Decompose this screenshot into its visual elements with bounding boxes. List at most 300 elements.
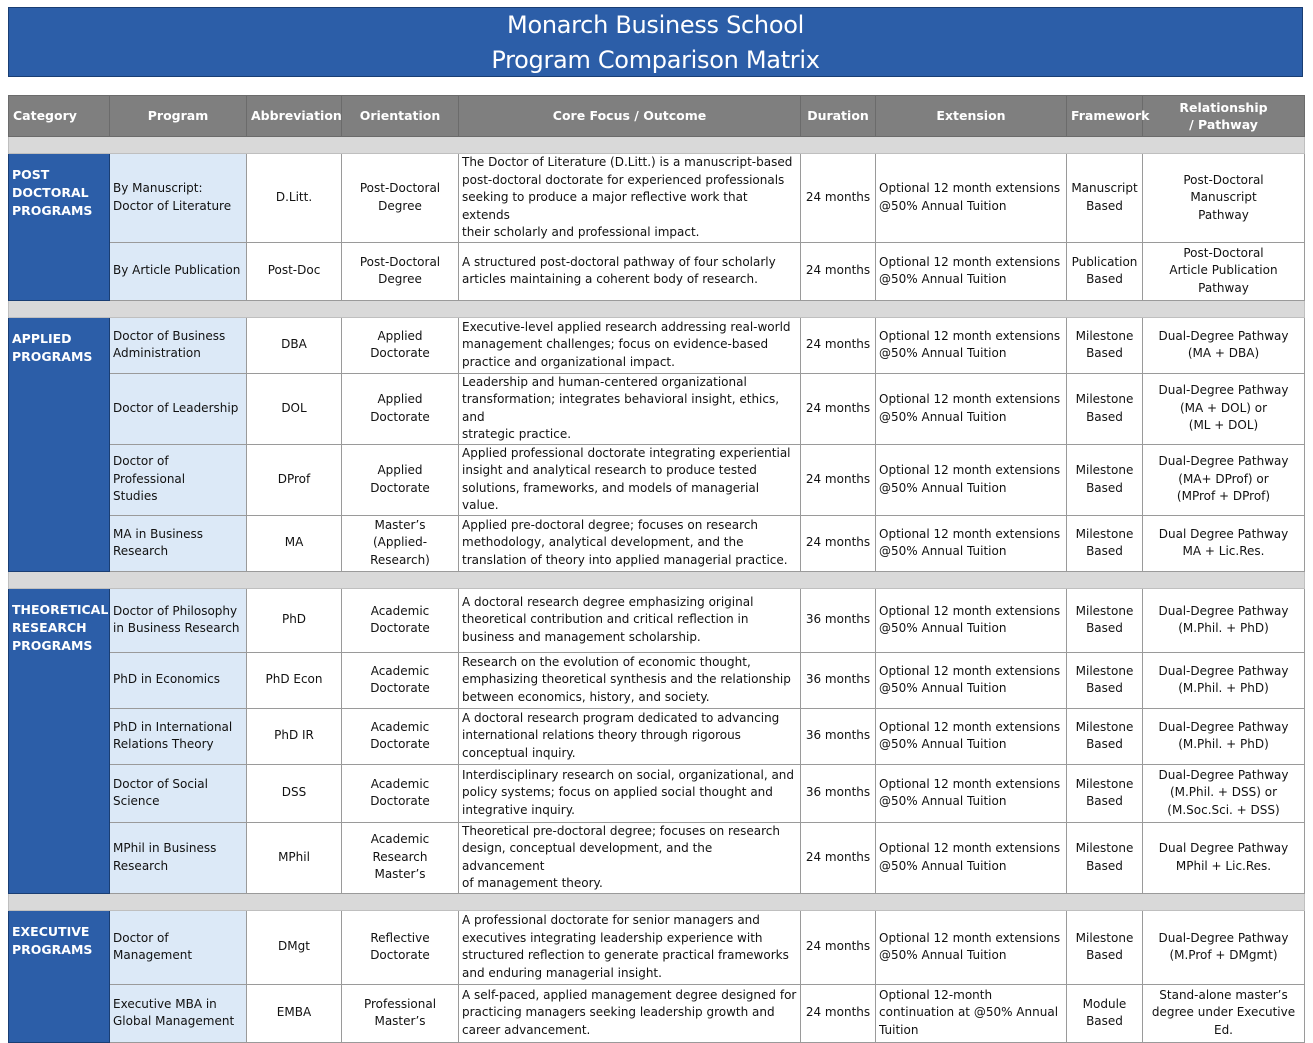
core-focus-cell-line: translation of theory into applied managerial practice. [462, 552, 788, 567]
core-focus-cell-line: The Doctor of Literature (D.Litt.) is a manuscript-based [462, 155, 793, 169]
category-cell [9, 317, 110, 571]
program-cell [110, 444, 247, 515]
header-category: Category [9, 96, 110, 137]
relationship-cell-line: Stand-alone master’s [1159, 987, 1288, 1002]
relationship-cell [1143, 515, 1305, 571]
framework-cell-line: Based [1086, 272, 1123, 286]
abbreviation-cell: DMgt [247, 910, 342, 984]
core-focus-cell-line: theoretical contribution and critical reflection in [462, 612, 749, 627]
core-focus-cell-line: insight and analytical research to produce tested [462, 463, 757, 477]
program-cell-line: Relations Theory [113, 737, 214, 751]
relationship-cell-line: Manuscript [1190, 190, 1257, 204]
orientation-cell-line: Academic [370, 663, 430, 678]
framework-cell-line: Based [1086, 480, 1123, 495]
section-spacer [9, 137, 1305, 154]
extension-cell-line: @50% Annual Tuition [879, 198, 1007, 213]
core-focus-cell-line: strategic practice. [462, 427, 572, 441]
framework-cell [1067, 984, 1143, 1042]
abbreviation-cell: Post-Doc [247, 242, 342, 300]
orientation-cell-line: Doctorate [370, 409, 430, 424]
orientation-cell [342, 588, 459, 652]
duration-cell: 36 months [801, 764, 876, 822]
orientation-cell-line: Applied [377, 392, 423, 406]
program-cell-line: MPhil in Business [113, 841, 217, 855]
orientation-cell [342, 444, 459, 515]
header-abbreviation: Abbreviation [247, 96, 342, 137]
framework-cell [1067, 444, 1143, 515]
relationship-cell-line: (MA + DOL) or [1179, 400, 1268, 415]
orientation-cell-line: Research) [370, 552, 430, 567]
extension-cell [876, 154, 1067, 243]
relationship-cell-line: Dual-Degree Pathway [1158, 719, 1289, 734]
relationship-cell [1143, 242, 1305, 300]
table-row [9, 515, 1305, 571]
header-core-focus: Core Focus / Outcome [459, 96, 801, 137]
extension-cell-line: Optional 12 month extensions [879, 719, 1061, 734]
framework-cell-line: Based [1086, 621, 1123, 635]
orientation-cell [342, 515, 459, 571]
abbreviation-cell: DProf [247, 444, 342, 515]
core-focus-cell-line: business and management scholarship. [462, 629, 701, 644]
extension-cell [876, 764, 1067, 822]
program-cell-line: Global Management [113, 1014, 235, 1028]
framework-cell [1067, 317, 1143, 373]
program-cell [110, 242, 247, 300]
table-row [9, 652, 1305, 708]
core-focus-cell [459, 373, 801, 444]
core-focus-cell-line: of management theory. [462, 876, 603, 890]
program-cell-line: PhD in Economics [113, 672, 220, 687]
table-row [9, 708, 1305, 764]
extension-cell [876, 910, 1067, 984]
orientation-cell-line: Academic [370, 719, 430, 734]
core-focus-cell [459, 515, 801, 571]
header-program: Program [110, 96, 247, 137]
program-cell-line: Executive MBA in [113, 996, 217, 1011]
framework-cell-line: Milestone [1075, 776, 1134, 791]
extension-cell-line: @50% Annual Tuition [879, 681, 1007, 695]
program-cell-line: Doctor of Social [113, 776, 208, 791]
program-cell [110, 910, 247, 984]
extension-cell-line: @50% Annual Tuition [879, 544, 1007, 558]
relationship-cell-line: (ML + DOL) [1188, 418, 1259, 433]
core-focus-cell-line: Applied professional doctorate integrating experiential [462, 445, 791, 460]
program-cell-line: By Manuscript: [113, 181, 203, 196]
relationship-cell-line: Dual-Degree Pathway [1158, 383, 1289, 398]
core-focus-cell-line: their scholarly and professional impact. [462, 225, 700, 239]
orientation-cell-line: Doctorate [370, 346, 430, 360]
category-cell [9, 154, 110, 301]
category-cell [9, 910, 110, 1042]
core-focus-cell-line: articles maintaining a coherent body of research. [462, 272, 758, 286]
duration-cell: 24 months [801, 242, 876, 300]
orientation-cell-line: Doctorate [370, 948, 430, 962]
core-focus-cell [459, 984, 801, 1042]
core-focus-cell-line: transformation; integrates behavioral insight, ethics, and [462, 392, 780, 424]
orientation-cell-line: Master’s [374, 1014, 426, 1028]
relationship-cell-line: Post-Doctoral [1183, 245, 1264, 260]
header-relationship-line-1: Relationship [1179, 99, 1268, 115]
table-row [9, 242, 1305, 300]
table-body [9, 137, 1305, 1043]
core-focus-cell-line: practice and organizational impact. [462, 354, 675, 369]
core-focus-cell [459, 764, 801, 822]
table-row [9, 317, 1305, 373]
program-cell-line: Doctor of Literature [113, 198, 232, 213]
framework-cell [1067, 515, 1143, 571]
core-focus-cell [459, 444, 801, 515]
framework-cell-line: Based [1086, 409, 1123, 424]
program-cell [110, 317, 247, 373]
extension-cell [876, 822, 1067, 893]
abbreviation-cell: MA [247, 515, 342, 571]
category-cell [9, 588, 110, 893]
orientation-cell-line: Applied [377, 463, 423, 477]
core-focus-cell-line: conceptual inquiry. [462, 745, 576, 760]
relationship-cell-line: (MA + DBA) [1187, 346, 1260, 360]
extension-cell [876, 652, 1067, 708]
framework-cell-line: Milestone [1075, 603, 1134, 618]
relationship-cell-line: MA + Lic.Res. [1182, 544, 1265, 558]
category-label-line: APPLIED [12, 330, 72, 346]
core-focus-cell-line: career advancement. [462, 1022, 591, 1037]
framework-cell-line: Based [1086, 681, 1123, 695]
framework-cell-line: Manuscript [1071, 181, 1138, 196]
duration-cell: 24 months [801, 822, 876, 893]
framework-cell-line: Based [1086, 198, 1123, 213]
section-spacer-row [9, 571, 1305, 588]
core-focus-cell [459, 588, 801, 652]
duration-cell: 24 months [801, 910, 876, 984]
orientation-cell [342, 242, 459, 300]
framework-cell-line: Module [1082, 996, 1127, 1011]
orientation-cell-line: Post-Doctoral [359, 181, 441, 196]
abbreviation-cell: EMBA [247, 984, 342, 1042]
core-focus-cell-line: management challenges; focus on evidence-based [462, 337, 769, 352]
extension-cell [876, 242, 1067, 300]
extension-cell-line: Tuition [879, 1022, 919, 1037]
core-focus-cell [459, 910, 801, 984]
framework-cell-line: Milestone [1075, 526, 1134, 541]
program-cell-line: Management [113, 948, 193, 962]
core-focus-cell-line: between economics, history, and society. [462, 689, 710, 704]
category-label-line: PROGRAMS [12, 348, 93, 364]
framework-cell-line: Milestone [1075, 463, 1134, 477]
relationship-cell-line: Dual-Degree Pathway [1158, 663, 1289, 678]
relationship-cell-line: Post-Doctoral [1183, 172, 1264, 187]
category-label-line: PROGRAMS [12, 203, 93, 218]
section-spacer [9, 571, 1305, 588]
core-focus-cell-line: A professional doctorate for senior managers and [462, 913, 760, 927]
framework-cell [1067, 242, 1143, 300]
header-orientation: Orientation [342, 96, 459, 137]
extension-cell [876, 317, 1067, 373]
duration-cell: 24 months [801, 317, 876, 373]
orientation-cell-line: Reflective [370, 930, 430, 945]
relationship-cell [1143, 708, 1305, 764]
duration-cell: 24 months [801, 373, 876, 444]
extension-cell-line: Optional 12 month extensions [879, 328, 1061, 343]
core-focus-cell-line: Theoretical pre-doctoral degree; focuses on research [462, 823, 780, 838]
abbreviation-cell: DSS [247, 764, 342, 822]
framework-cell-line: Milestone [1075, 392, 1134, 406]
relationship-cell-line: Article Publication [1169, 263, 1278, 278]
extension-cell-line: Optional 12-month [879, 987, 993, 1002]
table-row [9, 764, 1305, 822]
relationship-cell-line: Pathway [1198, 207, 1249, 222]
framework-cell-line: Milestone [1075, 328, 1134, 343]
table-row [9, 910, 1305, 984]
program-comparison-table [8, 95, 1305, 1043]
extension-cell-line: Optional 12 month extensions [879, 526, 1061, 541]
core-focus-cell-line: policy systems; focus on applied social thought and [462, 785, 773, 800]
table-row [9, 444, 1305, 515]
extension-cell-line: @50% Annual Tuition [879, 480, 1007, 495]
orientation-cell-line: Degree [378, 272, 422, 286]
program-cell-line: in Business Research [113, 621, 240, 635]
extension-cell-line: continuation at @50% Annual [879, 1005, 1059, 1020]
relationship-cell [1143, 154, 1305, 243]
core-focus-cell [459, 242, 801, 300]
orientation-cell-line: Doctorate [370, 737, 430, 751]
orientation-cell [342, 764, 459, 822]
section-spacer-row [9, 137, 1305, 154]
table-row [9, 984, 1305, 1042]
program-cell-line: PhD in International [113, 719, 233, 734]
extension-cell [876, 373, 1067, 444]
relationship-cell-line: (M.Phil. + PhD) [1178, 737, 1269, 751]
framework-cell [1067, 373, 1143, 444]
core-focus-cell-line: design, conceptual development, and the advancement [462, 841, 713, 873]
program-cell [110, 652, 247, 708]
duration-cell: 36 months [801, 708, 876, 764]
title-line-1: Monarch Business School [507, 11, 804, 39]
core-focus-cell-line: Leadership and human-centered organizational [462, 374, 747, 389]
core-focus-cell-line: structured reflection to generate practical frameworks [462, 948, 789, 962]
framework-cell-line: Based [1086, 737, 1123, 751]
core-focus-cell-line: methodology, analytical development, and the [462, 535, 744, 550]
extension-cell-line: Optional 12 month extensions [879, 776, 1061, 791]
program-cell-line: Research [113, 858, 169, 873]
relationship-cell-line: (M.Phil. + PhD) [1178, 621, 1269, 635]
framework-cell [1067, 910, 1143, 984]
title-line-2: Program Comparison Matrix [491, 46, 820, 74]
orientation-cell-line: Doctorate [370, 480, 430, 495]
extension-cell-line: @50% Annual Tuition [879, 346, 1007, 360]
framework-cell-line: Based [1086, 948, 1123, 962]
duration-cell: 36 months [801, 588, 876, 652]
core-focus-cell [459, 822, 801, 893]
category-label-line: POST [12, 167, 50, 182]
core-focus-cell-line: seeking to produce a major reflective work that extends [462, 190, 748, 222]
relationship-cell-line: (MProf + DProf) [1176, 489, 1271, 504]
relationship-cell [1143, 910, 1305, 984]
program-cell-line: Administration [113, 346, 201, 360]
relationship-cell-line: (MA+ DProf) or [1178, 471, 1269, 486]
orientation-cell-line: Academic [370, 832, 430, 847]
relationship-cell [1143, 373, 1305, 444]
core-focus-cell-line: international relations theory through rigorous [462, 728, 741, 743]
orientation-cell-line: Doctorate [370, 621, 430, 635]
extension-cell [876, 588, 1067, 652]
framework-cell-line: Based [1086, 1014, 1123, 1028]
orientation-cell-line: Doctorate [370, 681, 430, 695]
table-row [9, 154, 1305, 243]
core-focus-cell [459, 652, 801, 708]
core-focus-cell [459, 154, 801, 243]
orientation-cell-line: (Applied- [372, 535, 428, 550]
core-focus-cell-line: practicing managers seeking leadership growth and [462, 1005, 775, 1020]
relationship-cell-line: (M.Prof + DMgmt) [1169, 948, 1278, 962]
abbreviation-cell: D.Litt. [247, 154, 342, 243]
core-focus-cell [459, 317, 801, 373]
program-cell-line: Doctor of Professional [113, 454, 186, 486]
header-relationship-line-2: / Pathway [1189, 117, 1258, 132]
extension-cell-line: Optional 12 month extensions [879, 930, 1061, 945]
program-cell [110, 588, 247, 652]
relationship-cell-line: degree under Executive Ed. [1151, 1005, 1296, 1037]
abbreviation-cell: DOL [247, 373, 342, 444]
core-focus-cell-line: Applied pre-doctoral degree; focuses on research [462, 517, 759, 532]
extension-cell-line: Optional 12 month extensions [879, 392, 1061, 406]
orientation-cell [342, 154, 459, 243]
orientation-cell-line: Academic [370, 776, 430, 791]
program-cell-line: Research [113, 544, 169, 558]
category-label-line: RESEARCH [12, 619, 87, 635]
orientation-cell [342, 652, 459, 708]
category-label-line: THEORETICAL [12, 601, 109, 617]
framework-cell [1067, 764, 1143, 822]
relationship-cell [1143, 317, 1305, 373]
duration-cell: 24 months [801, 515, 876, 571]
duration-cell: 36 months [801, 652, 876, 708]
program-cell [110, 822, 247, 893]
relationship-cell [1143, 822, 1305, 893]
framework-cell-line: Based [1086, 858, 1123, 873]
orientation-cell-line: Post-Doctoral [359, 254, 441, 269]
duration-cell: 24 months [801, 444, 876, 515]
relationship-cell [1143, 652, 1305, 708]
category-label-line: DOCTORAL [12, 185, 89, 200]
abbreviation-cell: MPhil [247, 822, 342, 893]
table-row [9, 822, 1305, 893]
extension-cell [876, 984, 1067, 1042]
header-framework: Framework [1067, 96, 1143, 137]
abbreviation-cell: DBA [247, 317, 342, 373]
framework-cell-line: Milestone [1075, 663, 1134, 678]
duration-cell: 24 months [801, 984, 876, 1042]
extension-cell-line: @50% Annual Tuition [879, 737, 1007, 751]
core-focus-cell-line: post-doctoral doctorate for experienced professionals [462, 172, 785, 187]
framework-cell [1067, 588, 1143, 652]
framework-cell [1067, 154, 1143, 243]
framework-cell-line: Publication [1071, 254, 1138, 269]
core-focus-cell [459, 708, 801, 764]
section-spacer-row [9, 300, 1305, 317]
extension-cell-line: @50% Annual Tuition [879, 794, 1007, 808]
extension-cell-line: Optional 12 month extensions [879, 463, 1061, 477]
program-cell-line: Doctor of [113, 930, 169, 945]
orientation-cell-line: Doctorate [370, 794, 430, 808]
category-label-line: EXECUTIVE [12, 923, 90, 939]
relationship-cell-line: Dual-Degree Pathway [1158, 767, 1289, 782]
relationship-cell [1143, 984, 1305, 1042]
extension-cell-line: @50% Annual Tuition [879, 621, 1007, 635]
program-cell [110, 154, 247, 243]
core-focus-cell-line: solutions, frameworks, and models of managerial value. [462, 480, 760, 512]
header-relationship [1143, 96, 1305, 137]
extension-cell-line: @50% Annual Tuition [879, 409, 1007, 424]
duration-cell: 24 months [801, 154, 876, 243]
extension-cell-line: Optional 12 month extensions [879, 603, 1061, 618]
header-duration: Duration [801, 96, 876, 137]
framework-cell [1067, 822, 1143, 893]
core-focus-cell-line: and enduring managerial insight. [462, 965, 662, 980]
framework-cell-line: Milestone [1075, 719, 1134, 734]
orientation-cell [342, 910, 459, 984]
program-cell [110, 984, 247, 1042]
section-spacer [9, 893, 1305, 910]
table-row [9, 588, 1305, 652]
table-row [9, 373, 1305, 444]
core-focus-cell-line: A doctoral research degree emphasizing original [462, 594, 754, 609]
abbreviation-cell: PhD IR [247, 708, 342, 764]
relationship-cell-line: Dual-Degree Pathway [1158, 603, 1289, 618]
program-cell [110, 515, 247, 571]
orientation-cell [342, 317, 459, 373]
section-spacer [9, 300, 1305, 317]
abbreviation-cell: PhD [247, 588, 342, 652]
orientation-cell [342, 708, 459, 764]
program-cell-line: By Article Publication [113, 263, 241, 278]
orientation-cell-line: Academic [370, 603, 430, 618]
extension-cell-line: Optional 12 month extensions [879, 254, 1061, 269]
orientation-cell [342, 373, 459, 444]
orientation-cell-line: Master’s [374, 517, 426, 532]
relationship-cell-line: (M.Phil. + DSS) or [1169, 785, 1278, 800]
program-cell-line: Doctor of Business [113, 328, 226, 343]
framework-cell-line: Based [1086, 544, 1123, 558]
extension-cell-line: @50% Annual Tuition [879, 272, 1007, 286]
extension-cell [876, 515, 1067, 571]
extension-cell [876, 444, 1067, 515]
framework-cell [1067, 708, 1143, 764]
program-cell-line: Studies [113, 489, 158, 504]
core-focus-cell-line: Research on the evolution of economic thought, [462, 654, 751, 669]
orientation-cell-line: Professional [363, 996, 437, 1011]
extension-cell-line: Optional 12 month extensions [879, 663, 1061, 678]
program-cell [110, 373, 247, 444]
orientation-cell-line: Research [372, 849, 428, 864]
page-title [8, 7, 1303, 77]
program-cell-line: MA in Business [113, 526, 204, 541]
relationship-cell-line: Dual Degree Pathway [1158, 841, 1289, 855]
core-focus-cell-line: integrative inquiry. [462, 802, 575, 817]
abbreviation-cell: PhD Econ [247, 652, 342, 708]
orientation-cell [342, 984, 459, 1042]
relationship-cell-line: MPhil + Lic.Res. [1175, 858, 1272, 873]
extension-cell-line: Optional 12 month extensions [879, 841, 1061, 855]
relationship-cell [1143, 444, 1305, 515]
orientation-cell-line: Degree [378, 198, 422, 213]
orientation-cell-line: Master’s [374, 867, 426, 882]
framework-cell-line: Based [1086, 346, 1123, 360]
relationship-cell-line: Dual-Degree Pathway [1158, 328, 1289, 343]
program-cell-line: Doctor of Philosophy [113, 603, 238, 618]
relationship-cell [1143, 764, 1305, 822]
core-focus-cell-line: Executive-level applied research addressing real-world [462, 319, 791, 334]
core-focus-cell-line: A structured post-doctoral pathway of four scholarly [462, 254, 776, 269]
